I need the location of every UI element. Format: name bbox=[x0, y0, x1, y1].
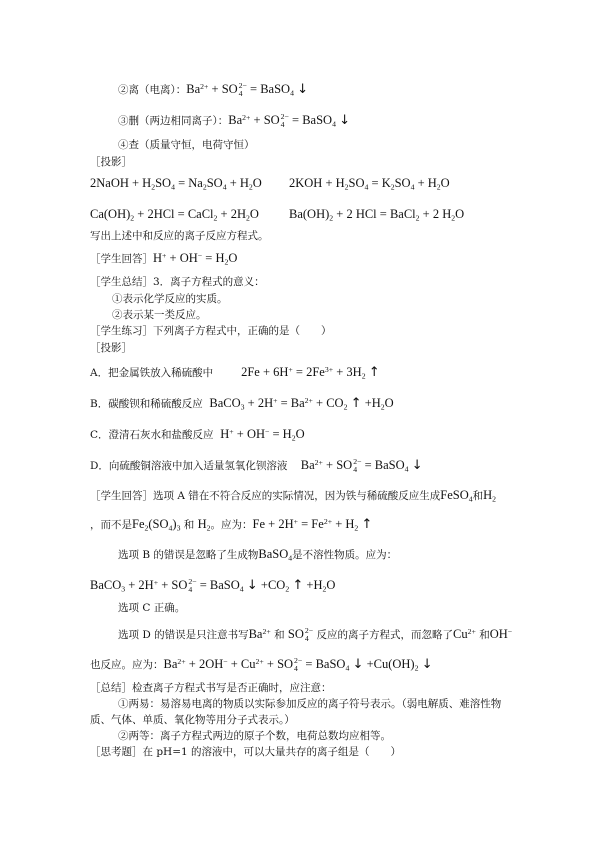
equation-caoh2: $Ca(OH)_2 + 2HCl$ = CaCl$_2$ + $2H_2O$ bbox=[90, 207, 259, 223]
student-answer bbox=[90, 251, 237, 266]
thinking-question: ［思考题］在 pH=1 的溶液中，可以大量共存的离子组是（ ） bbox=[90, 746, 402, 758]
student-answer-label: ［学生回答］ bbox=[90, 253, 153, 265]
equation: BaCO$_3$ + $2H^+ = Ba^{2+} + CO_2$ ↑ $+H_2O$ bbox=[209, 395, 394, 412]
answer-explanation-a: ［学生回答］选项 A 错在不符合反应的实际情况，因为铁与稀硫酸反应生成FeSO$_4$和$H_2$ bbox=[90, 488, 497, 504]
equation-baoh2: $Ba(OH)_2 + 2$ HCl = BaCl$_2$ + 2 $H_2O$ bbox=[289, 207, 465, 223]
option-d bbox=[90, 458, 423, 474]
equation-naoh: 2NaOH + $H_2SO_4 = Na_2SO_4 + H_2O$ bbox=[90, 176, 262, 192]
answer-explanation-text: ［学生回答］选项 A 错在不符合反应的实际情况，因为铁与稀硫酸反应生成 bbox=[90, 490, 441, 502]
answer-explanation-and: 和 bbox=[479, 629, 490, 641]
option-d-label: D．向硫酸铜溶液中加入适量氢氧化钡溶液 bbox=[90, 460, 288, 472]
summary-heading: ［学生总结］3．离子方程式的意义： bbox=[90, 276, 265, 288]
step-cancel bbox=[118, 113, 350, 129]
option-b-label: B．碳酸钡和稀硫酸反应 bbox=[90, 398, 203, 410]
equation: $Ba^{2+} + 2OH^- + Cu^{2+}$ + SO 2− 4 = BaSO$_4$ ↓ $+Cu(OH)_2$ ↓ bbox=[163, 656, 433, 674]
answer-explanation-d-cont bbox=[90, 657, 433, 673]
step-cancel-label: ③删（两边相同离子）： bbox=[118, 115, 229, 127]
instruction-text: 写出上述中和反应的离子反应方程式。 bbox=[90, 230, 269, 242]
equation: $2Fe + 6H^+ = 2Fe^{3+} + 3H_2$ ↑ bbox=[241, 364, 380, 381]
option-a bbox=[90, 365, 380, 380]
option-a-label: A．把金属铁放入稀硫酸中 bbox=[90, 367, 214, 379]
step-check: ④查（质量守恒，电荷守恒） bbox=[118, 139, 255, 151]
answer-explanation-text: 是不溶性物质。应为： bbox=[292, 549, 398, 561]
conclusion-point-2: ②两等：离子方程式两边的原子个数，电荷总数均应相等。 bbox=[118, 730, 391, 742]
option-c bbox=[90, 427, 305, 442]
option-c-label: C．澄清石灰水和盐酸反应 bbox=[90, 429, 214, 441]
summary-point-1: ①表示化学反应的实质。 bbox=[112, 293, 228, 305]
equation: $H^+ + OH^- = H_2O$ bbox=[153, 250, 238, 267]
equation-koh: $2KOH + H_2SO_4 = K_2SO_4 + H_2O$ bbox=[289, 176, 450, 192]
projection-heading-2: ［投影］ bbox=[90, 342, 132, 354]
answer-explanation-text: 选项 B 的错误是忽略了生成物 bbox=[118, 549, 259, 561]
step-ionize bbox=[118, 82, 308, 98]
conclusion-point-1: ①两易：易溶易电离的物质以实际参加反应的离子符号表示。（弱电解质、难溶性物 bbox=[118, 698, 502, 710]
projection-heading: ［投影］ bbox=[90, 156, 132, 168]
answer-explanation-d: 选项 D 的错误是只注意书写$Ba^{2+}$ 和 SO 2− 4 反应的离子方程式，而忽略了$Cu^{2+}$ 和OH− bbox=[118, 626, 513, 644]
answer-explanation-and: 和 bbox=[472, 490, 484, 502]
equation: $Ba^{2+}$ + SO 2− 4 = BaSO$_4$ ↓ bbox=[186, 81, 309, 99]
answer-explanation-b: 选项 B 的错误是忽略了生成物BaSO$_4$是不溶性物质。应为： bbox=[118, 547, 398, 563]
conclusion-point-1-cont: 质、气体、单质、氧化物等用分子式表示。） bbox=[90, 714, 295, 726]
equation: $Ba^{2+}$ + SO 2− 4 = BaSO$_4$ ↓ bbox=[300, 457, 423, 475]
equation: $Ba^{2+}$ + SO 2− 4 = BaSO$_4$ ↓ bbox=[228, 112, 351, 130]
conclusion-heading: ［总结］检查离子方程式书写是否正确时，应注意： bbox=[90, 682, 332, 694]
answer-explanation-text: 也反应。应为： bbox=[90, 659, 164, 671]
option-b bbox=[90, 396, 394, 411]
answer-explanation-text: 。应为： bbox=[210, 519, 253, 531]
equation: $H^+ + OH^- = H_2O$ bbox=[220, 426, 305, 443]
answer-explanation-and: 和 bbox=[183, 519, 195, 531]
answer-explanation-and: 和 bbox=[274, 629, 285, 641]
answer-explanation-text: ，而不是 bbox=[90, 519, 132, 531]
answer-explanation-c: 选项 C 正确。 bbox=[118, 602, 186, 614]
answer-explanation-text: 选项 D 的错误是只注意书写 bbox=[118, 629, 249, 641]
equation-b-correct: BaCO$_3$ + 2H+ + SO 2− 4 = BaSO$_4$ ↓ $+CO_2$ ↑ $+H_2O$ bbox=[90, 577, 336, 595]
exercise-heading: ［学生练习］下列离子方程式中，正确的是（ ） bbox=[90, 325, 332, 337]
answer-explanation-text: 反应的离子方程式，而忽略了 bbox=[316, 629, 453, 641]
answer-explanation-a-cont: ，而不是$Fe_2(SO_4)_3$ 和 $H_2$。应为：$Fe + 2H^+ = Fe^{2+} + H_2$ ↑ bbox=[90, 516, 373, 533]
summary-point-2: ②表示某一类反应。 bbox=[112, 309, 207, 321]
step-ionize-label: ②离（电离）： bbox=[118, 84, 187, 96]
